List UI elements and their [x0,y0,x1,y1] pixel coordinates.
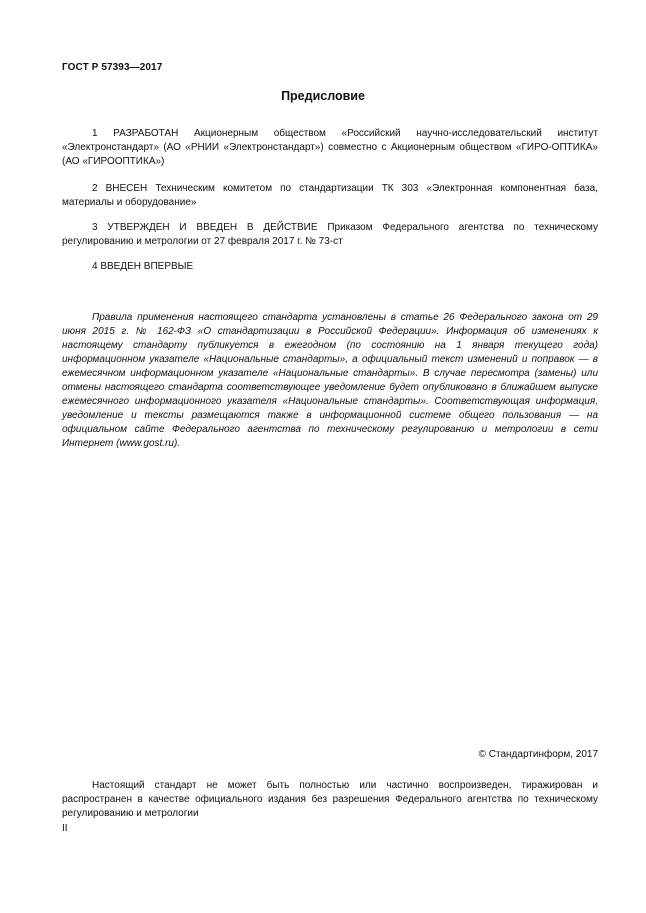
paragraph-developed: 1 РАЗРАБОТАН Акционерным обществом «Российский научно-исследовательский институт «Электронстандарт» (АО «РНИИ «Электронстандарт») совместно с Акционерным обществом «ГИРО-ОПТИКА» (АО «ГИРООПТИКА») [62,128,598,167]
page-number: II [62,823,68,834]
paragraph-submitted: 2 ВНЕСЕН Техническим комитетом по стандартизации ТК 303 «Электронная компонентная база, материалы и оборудование» [62,183,598,208]
application-notice: Правила применения настоящего стандарта установлены в статье 26 Федерального закона от 29 июня 2015 г. № 162-ФЗ «О стандартизации в Российской Федерации». Информация об изменениях к настоящему стандарту публикуется в ежегодном (по состоянию на 1 января текущего года) информационном указателе «Национальные стандарты», а официальный текст изменений и поправок — в ежемесячном информационном указателе «Национальные стандарты». В случае пересмотра (замены) или отмены настоящего стандарта соответствующее уведомление будет опубликовано в ближайшем выпуске ежемесячного информационного указателя «Национальные стандарты». Соответствующая информация, уведомление и тексты размещаются также в информационной системе общего пользования — на официальном сайте Федерального агентства по техническому регулированию и метрологии в сети Интернет (www.gost.ru). [62,312,598,449]
copyright-line: © Стандартинформ, 2017 [478,749,598,760]
paragraph-introduced: 4 ВВЕДЕН ВПЕРВЫЕ [92,261,194,272]
standard-code: ГОСТ Р 57393—2017 [62,62,163,73]
paragraph-approved: 3 УТВЕРЖДЕН И ВВЕДЕН В ДЕЙСТВИЕ Приказом Федерального агентства по техническому регулированию и метрологии от 27 февраля 2017 г. № 73-ст [62,222,598,247]
page-title: Предисловие [281,89,365,103]
reproduction-notice: Настоящий стандарт не может быть полностью или частично воспроизведен, тиражирован и распространен в качестве официального издания без разрешения Федерального агентства по техническому регулированию и метрологии [62,780,598,819]
